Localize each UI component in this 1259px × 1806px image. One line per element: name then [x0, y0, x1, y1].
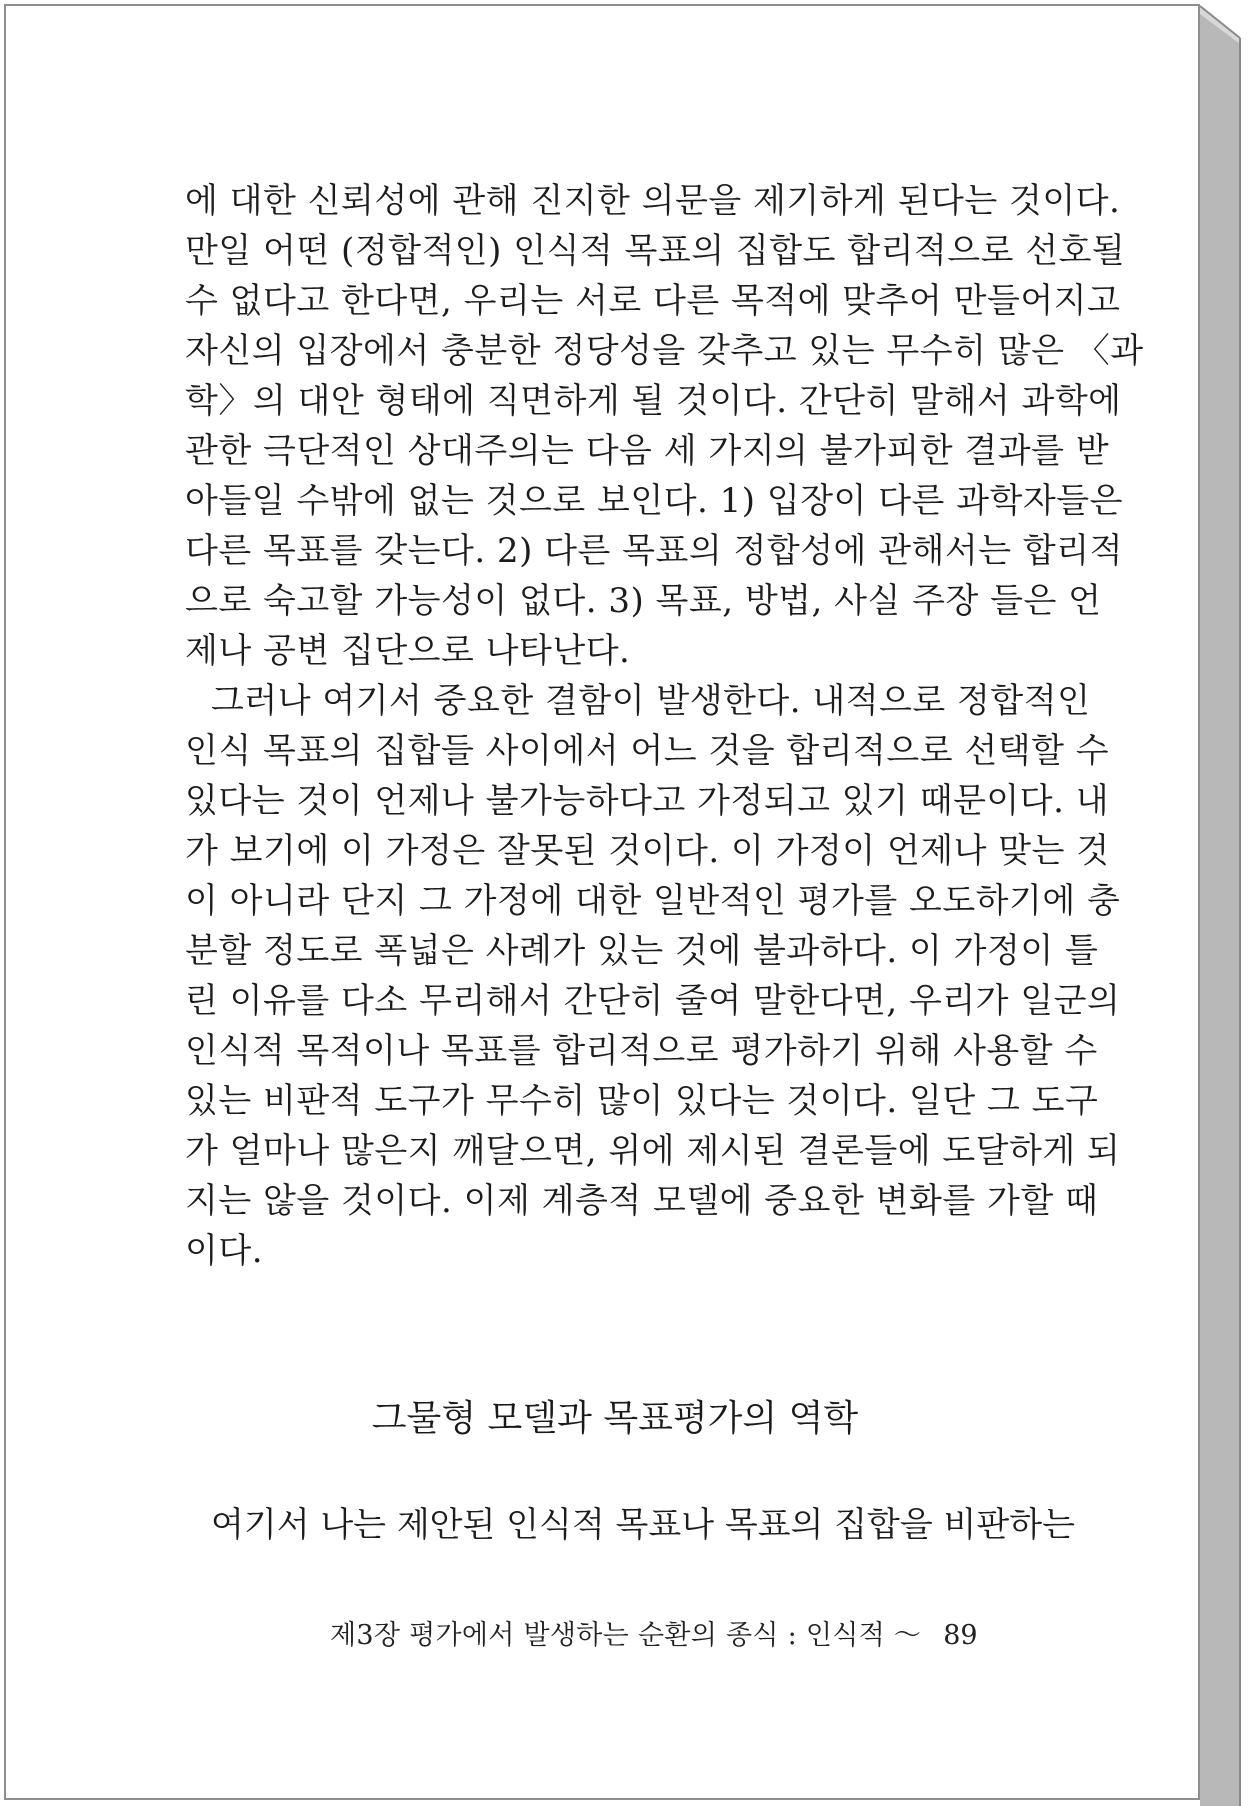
text-line: 아들일 수밖에 없는 것으로 보인다. 1) 입장이 다른 과학자들은: [185, 481, 1123, 521]
text-line: 만일 어떤 (정합적인) 인식적 목표의 집합도 합리적으로 선호될: [185, 231, 1126, 271]
text-line: 린 이유를 다소 무리해서 간단히 줄여 말한다면, 우리가 일군의: [185, 981, 1121, 1021]
text-line: 에 대한 신뢰성에 관해 진지한 의문을 제기하게 된다는 것이다.: [185, 181, 1121, 221]
text-line: 이다.: [185, 1231, 263, 1271]
page-number: 89: [943, 1620, 978, 1651]
text-line: 다른 목표를 갖는다. 2) 다른 목표의 정합성에 관해서는 합리적: [185, 531, 1123, 571]
running-footer: [330, 1616, 996, 1656]
text-line: 있다는 것이 언제나 불가능하다고 가정되고 있기 때문이다. 내: [185, 781, 1110, 821]
text-line: 그러나 여기서 중요한 결함이 발생한다. 내적으로 정합적인: [211, 681, 1091, 721]
text-line: 으로 숙고할 가능성이 없다. 3) 목표, 방법, 사실 주장 들은 언: [185, 581, 1102, 621]
text-line: 제나 공변 집단으로 나타난다.: [185, 631, 631, 671]
text-line: 인식적 목적이나 목표를 합리적으로 평가하기 위해 사용할 수: [185, 1031, 1098, 1071]
text-line: 가 보기에 이 가정은 잘못된 것이다. 이 가정이 언제나 맞는 것: [185, 831, 1110, 871]
running-title: 제3장 평가에서 발생하는 순환의 종식 : 인식적 ～: [330, 1620, 922, 1651]
section-first-line: 여기서 나는 제안된 인식적 목표나 목표의 집합을 비판하는: [211, 1505, 1075, 1545]
text-line: 이 아니라 단지 그 가정에 대한 일반적인 평가를 오도하기에 충: [185, 881, 1121, 921]
text-line: 수 없다고 한다면, 우리는 서로 다른 목적에 맞추어 만들어지고: [185, 281, 1121, 321]
text-line: 인식 목표의 집합들 사이에서 어느 것을 합리적으로 선택할 수: [185, 731, 1110, 771]
paragraph-1: [185, 176, 1144, 676]
section-heading: 그물형 모델과 목표평가의 역학: [371, 1398, 859, 1439]
text-line: 분할 정도로 폭넓은 사례가 있는 것에 불과하다. 이 가정이 틀: [185, 931, 1099, 971]
text-line: 자신의 입장에서 충분한 정당성을 갖추고 있는 무수히 많은 〈과: [185, 331, 1144, 371]
text-line: 관한 극단적인 상대주의는 다음 세 가지의 불가피한 결과를 받: [185, 431, 1110, 471]
text-line: 가 얼마나 많은지 깨달으면, 위에 제시된 결론들에 도달하게 되: [185, 1131, 1121, 1171]
text-line: 학〉의 대안 형태에 직면하게 될 것이다. 간단히 말해서 과학에: [185, 381, 1122, 421]
body-text: [185, 176, 1144, 1276]
paragraph-2: [185, 676, 1121, 1276]
text-line: 있는 비판적 도구가 무수히 많이 있다는 것이다. 일단 그 도구: [185, 1081, 1099, 1121]
text-line: 지는 않을 것이다. 이제 계층적 모델에 중요한 변화를 가할 때: [185, 1181, 1099, 1221]
